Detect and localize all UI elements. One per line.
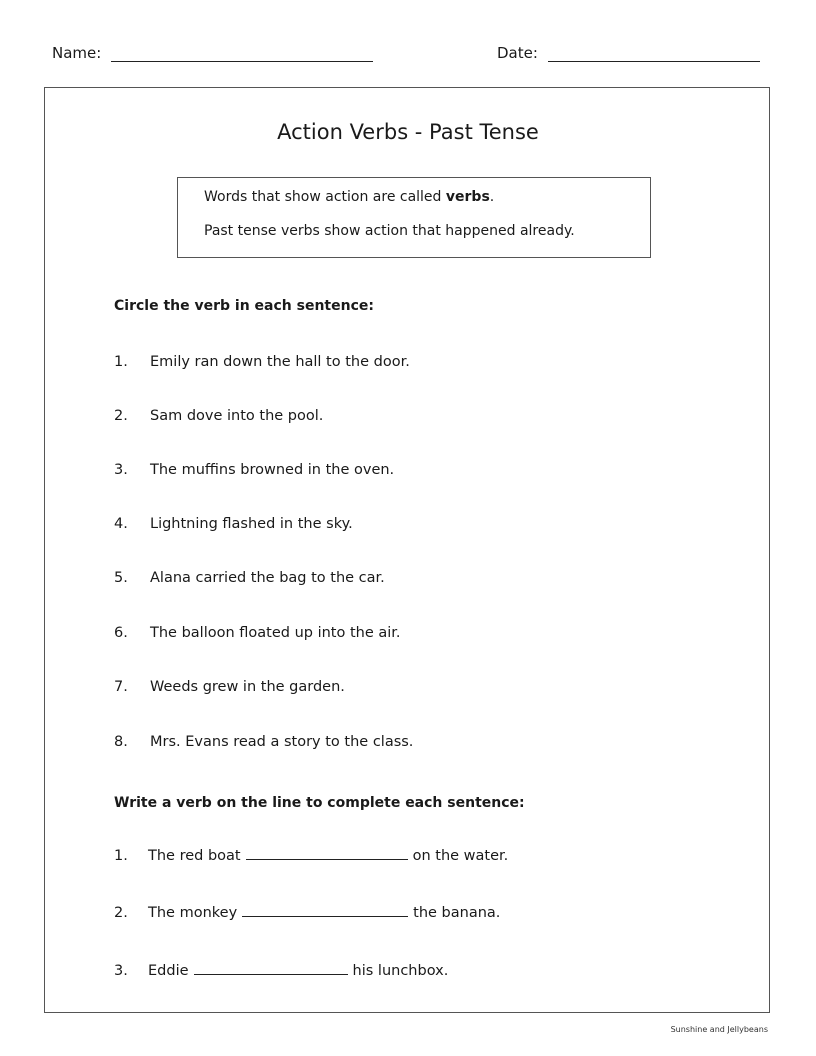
definition-box — [177, 177, 651, 258]
item-sentence[interactable]: Alana carried the bag to the car. — [150, 570, 385, 586]
item-sentence[interactable]: Emily ran down the hall to the door. — [150, 354, 410, 370]
item-number: 8. — [114, 734, 128, 750]
item-sentence[interactable]: Mrs. Evans read a story to the class. — [150, 734, 414, 750]
item-text-before: Eddie — [148, 963, 189, 979]
definition-line-2: Past tense verbs show action that happened already. — [204, 223, 575, 239]
list-item[interactable] — [114, 569, 385, 587]
page-title: Action Verbs - Past Tense — [277, 120, 539, 144]
answer-blank-line[interactable] — [194, 960, 348, 975]
list-item[interactable] — [114, 678, 345, 696]
item-number: 4. — [114, 516, 128, 532]
item-text-before: The monkey — [148, 905, 238, 921]
item-number: 5. — [114, 570, 128, 586]
item-number: 2. — [114, 905, 128, 921]
item-text-after: his lunchbox. — [352, 963, 449, 979]
list-item — [114, 845, 508, 865]
section-heading-write: Write a verb on the line to complete each sentence: — [114, 795, 525, 811]
footer-credit: Sunshine and Jellybeans — [670, 1025, 768, 1034]
item-sentence[interactable]: The balloon floated up into the air. — [150, 625, 401, 641]
item-sentence[interactable]: The muffins browned in the oven. — [150, 462, 395, 478]
item-number: 6. — [114, 625, 128, 641]
date-line[interactable] — [548, 45, 760, 62]
list-item[interactable] — [114, 624, 401, 642]
verbs-term: verbs — [445, 189, 490, 205]
item-number: 3. — [114, 963, 128, 979]
item-sentence[interactable]: Weeds grew in the garden. — [150, 679, 345, 695]
list-item[interactable] — [114, 515, 353, 533]
item-number: 2. — [114, 408, 128, 424]
item-text-after: on the water. — [412, 848, 509, 864]
list-item[interactable] — [114, 407, 323, 425]
item-number: 1. — [114, 848, 128, 864]
list-item — [114, 902, 500, 922]
item-text-after: the banana. — [413, 905, 501, 921]
item-sentence[interactable]: Lightning flashed in the sky. — [150, 516, 353, 532]
list-item[interactable] — [114, 353, 410, 371]
item-number: 7. — [114, 679, 128, 695]
section-heading-circle: Circle the verb in each sentence: — [114, 298, 374, 314]
date-field[interactable] — [497, 44, 760, 62]
name-line[interactable] — [111, 45, 373, 62]
definition-line-1: Words that show action are called verbs. — [204, 189, 495, 205]
name-field[interactable] — [52, 44, 373, 62]
item-sentence[interactable]: Sam dove into the pool. — [150, 408, 324, 424]
answer-blank-line[interactable] — [246, 845, 408, 860]
list-item[interactable] — [114, 733, 413, 751]
item-number: 1. — [114, 354, 128, 370]
list-item — [114, 960, 448, 980]
date-label: Date: — [497, 44, 538, 62]
item-number: 3. — [114, 462, 128, 478]
item-text-before: The red boat — [148, 848, 241, 864]
list-item[interactable] — [114, 461, 394, 479]
name-label: Name: — [52, 44, 102, 62]
answer-blank-line[interactable] — [242, 902, 408, 917]
